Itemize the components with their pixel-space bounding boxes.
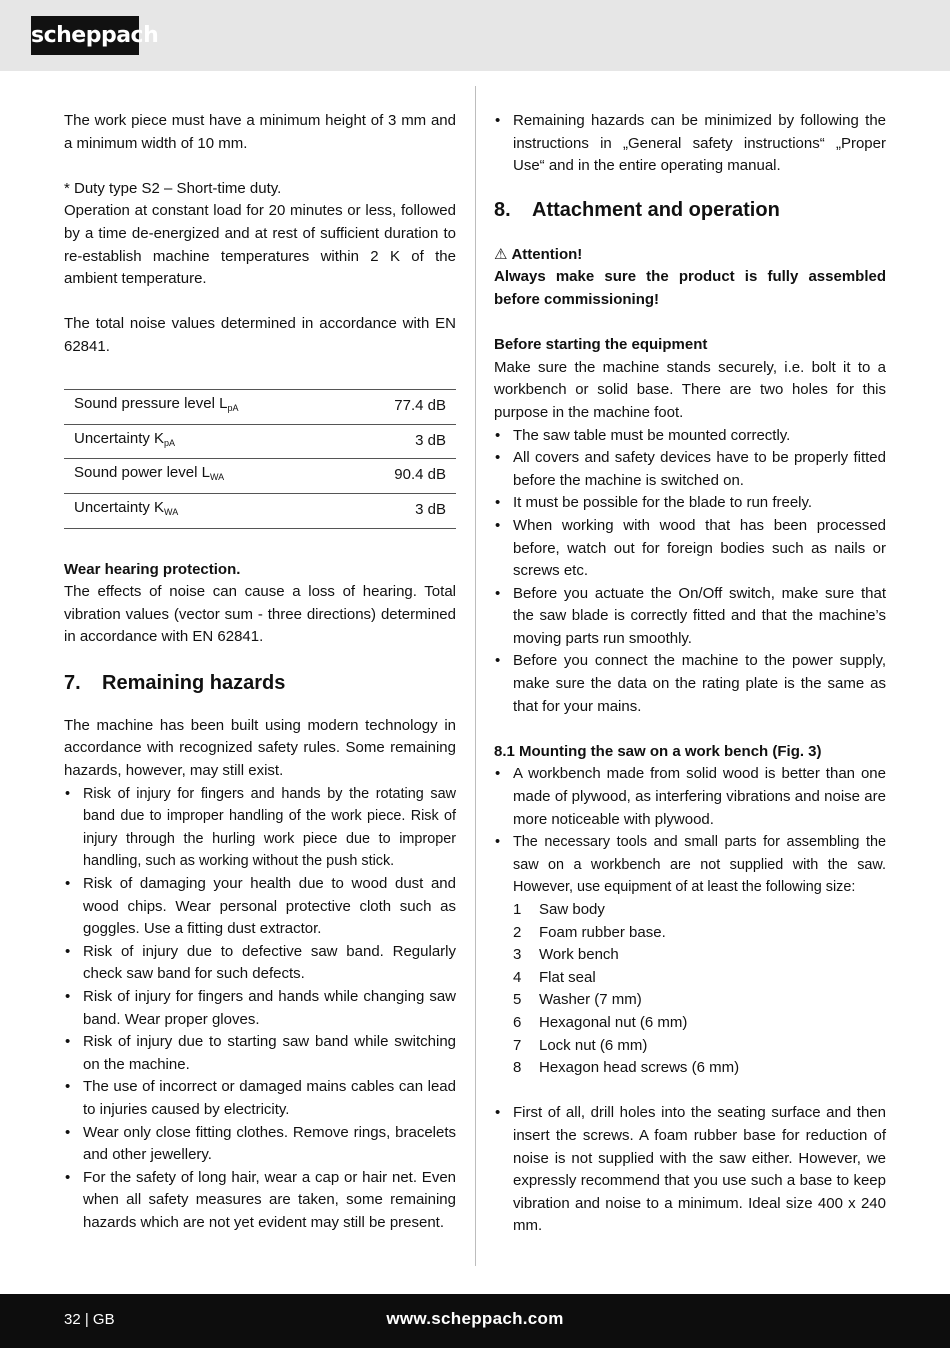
list-item: • Risk of injury due to starting saw band while switching on the machine. [64,1031,456,1076]
left-column [64,110,456,1235]
list-item: 7 Lock nut (6 mm) [513,1036,648,1054]
duty-type-text: Operation at constant load for 20 minutes or less, followed by a time de-energized and at rest of sufficient duration to re-establish machine temperatures within 2 K of the ambient temperature. [64,202,456,288]
list-item: • First of all, drill holes into the seating surface and then insert the screws. A foam rubber base for reduction of noise is not supplied with the saw either. However, we expressly recommend that you use such a base to keep vibration and noise to a minimum. Ideal size 400 x 240 mm. [494,1102,886,1238]
page-number: 32 | GB [64,1311,115,1328]
min-size-paragraph: The work piece must have a minimum height of 3 mm and a minimum width of 10 mm. [64,112,456,152]
parts-list [494,899,886,1080]
list-item: 3 Work bench [513,946,619,964]
list-item: 6 Hexagonal nut (6 mm) [513,1013,688,1031]
hearing-protection-text: The effects of noise can cause a loss of hearing. Total vibration values (vector sum - three directions) determined in accordance with EN 62841. [64,583,456,646]
list-item: 8 Hexagon head screws (6 mm) [513,1059,740,1077]
right-column [494,110,886,1238]
mounting-list [494,763,886,899]
noise-label: Sound pressure level $L_{pA}$ [64,390,346,425]
top-bullet-list [494,110,886,178]
hearing-protection-title: Wear hearing protection. [64,560,241,578]
duty-type-title: * Duty type S2 – Short-time duty. [64,179,282,197]
noise-values-table [64,389,456,528]
list-item: • The saw table must be mounted correctly. [494,425,886,448]
noise-value: 3 dB [346,424,456,459]
list-item: • Risk of damaging your health due to wood dust and wood chips. Wear personal protective cloth such as goggles. Use a fitting dust extractor. [64,873,456,941]
noise-label: Sound power level $L_{WA}$ [64,459,346,494]
section-7-heading: 7. Remaining hazards [64,671,286,694]
noise-intro: The total noise values determined in accordance with EN 62841. [64,315,456,355]
subsection-8-1-title: 8.1 Mounting the saw on a work bench (Fig. 3) [494,742,822,760]
hazard-list [64,783,456,1235]
list-item: • Risk of injury due to defective saw band. Regularly check saw band for such defects. [64,941,456,986]
noise-value: 3 dB [346,493,456,528]
list-item: 1 Saw body [513,901,605,918]
list-item: • Risk of injury for fingers and hands by the rotating saw band due to improper handling of the work piece. Risk of injury through the hurling work piece due to improper handling, such as working without the push stick. [64,783,456,873]
before-starting-title: Before starting the equipment [494,336,708,354]
noise-value: 77.4 dB [346,390,456,425]
list-item: • It must be possible for the blade to run freely. [494,492,886,515]
before-starting-list [494,425,886,719]
list-item: 5 Washer (7 mm) [513,991,642,1009]
noise-label: Uncertainty $K_{pA}$ [64,424,346,459]
section-7-intro: The machine has been built using modern technology in accordance with recognized safety rules. Some remaining hazards, however, may still exist. [64,716,456,780]
list-item: • When working with wood that has been processed before, watch out for foreign bodies such as nails or screws etc. [494,515,886,583]
before-starting-text: Make sure the machine stands securely, i.e. bolt it to a workbench or solid base. There are two holes for this purpose in the machine foot. [494,358,886,421]
table-row [64,459,456,494]
noise-label: Uncertainty $K_{WA}$ [64,493,346,528]
list-item: • For the safety of long hair, wear a cap or hair net. Even when all safety measures are taken, some remaining hazards which are not yet evident may still be present. [64,1167,456,1235]
column-divider [475,86,476,1266]
attention-text: Always make sure the product is fully assembled before commissioning! [494,268,886,308]
list-item: • Risk of injury for fingers and hands while changing saw band. Wear proper gloves. [64,986,456,1031]
table-row [64,390,456,425]
attention-label: ⚠ Attention! [494,244,886,267]
noise-value: 90.4 dB [346,459,456,494]
list-item: 2 Foam rubber base. [513,923,666,941]
scheppach-logo: scheppach [31,16,139,55]
list-item: • Remaining hazards can be minimized by following the instructions in „General safety instructions“ „Proper Use“ and in the entire operating manual. [494,110,886,178]
website-link[interactable]: www.scheppach.com [386,1309,564,1328]
list-item: • Before you actuate the On/Off switch, make sure that the saw blade is correctly fitted and that the machine’s moving parts run smoothly. [494,583,886,651]
table-row [64,424,456,459]
list-item: 4 Flat seal [513,968,596,986]
warning-triangle-icon: ⚠ [494,245,508,263]
final-bullet-list [494,1102,886,1238]
list-item: • All covers and safety devices have to be properly fitted before the machine is switched on. [494,447,886,492]
footer-bar [0,1294,950,1348]
section-8-heading: 8. Attachment and operation [494,198,780,221]
list-item: • The necessary tools and small parts for assembling the saw on a workbench are not supplied with the saw. However, use equipment of at least the following size: [494,831,886,899]
list-item: • A workbench made from solid wood is better than one made of plywood, as interfering vibrations and noise are more noticeable with plywood. [494,763,886,831]
list-item: • Wear only close fitting clothes. Remove rings, bracelets and other jewellery. [64,1122,456,1167]
list-item: • The use of incorrect or damaged mains cables can lead to injuries caused by electricity. [64,1076,456,1121]
list-item: • Before you connect the machine to the power supply, make sure the data on the rating plate is the same as that for your mains. [494,650,886,718]
table-row [64,493,456,528]
